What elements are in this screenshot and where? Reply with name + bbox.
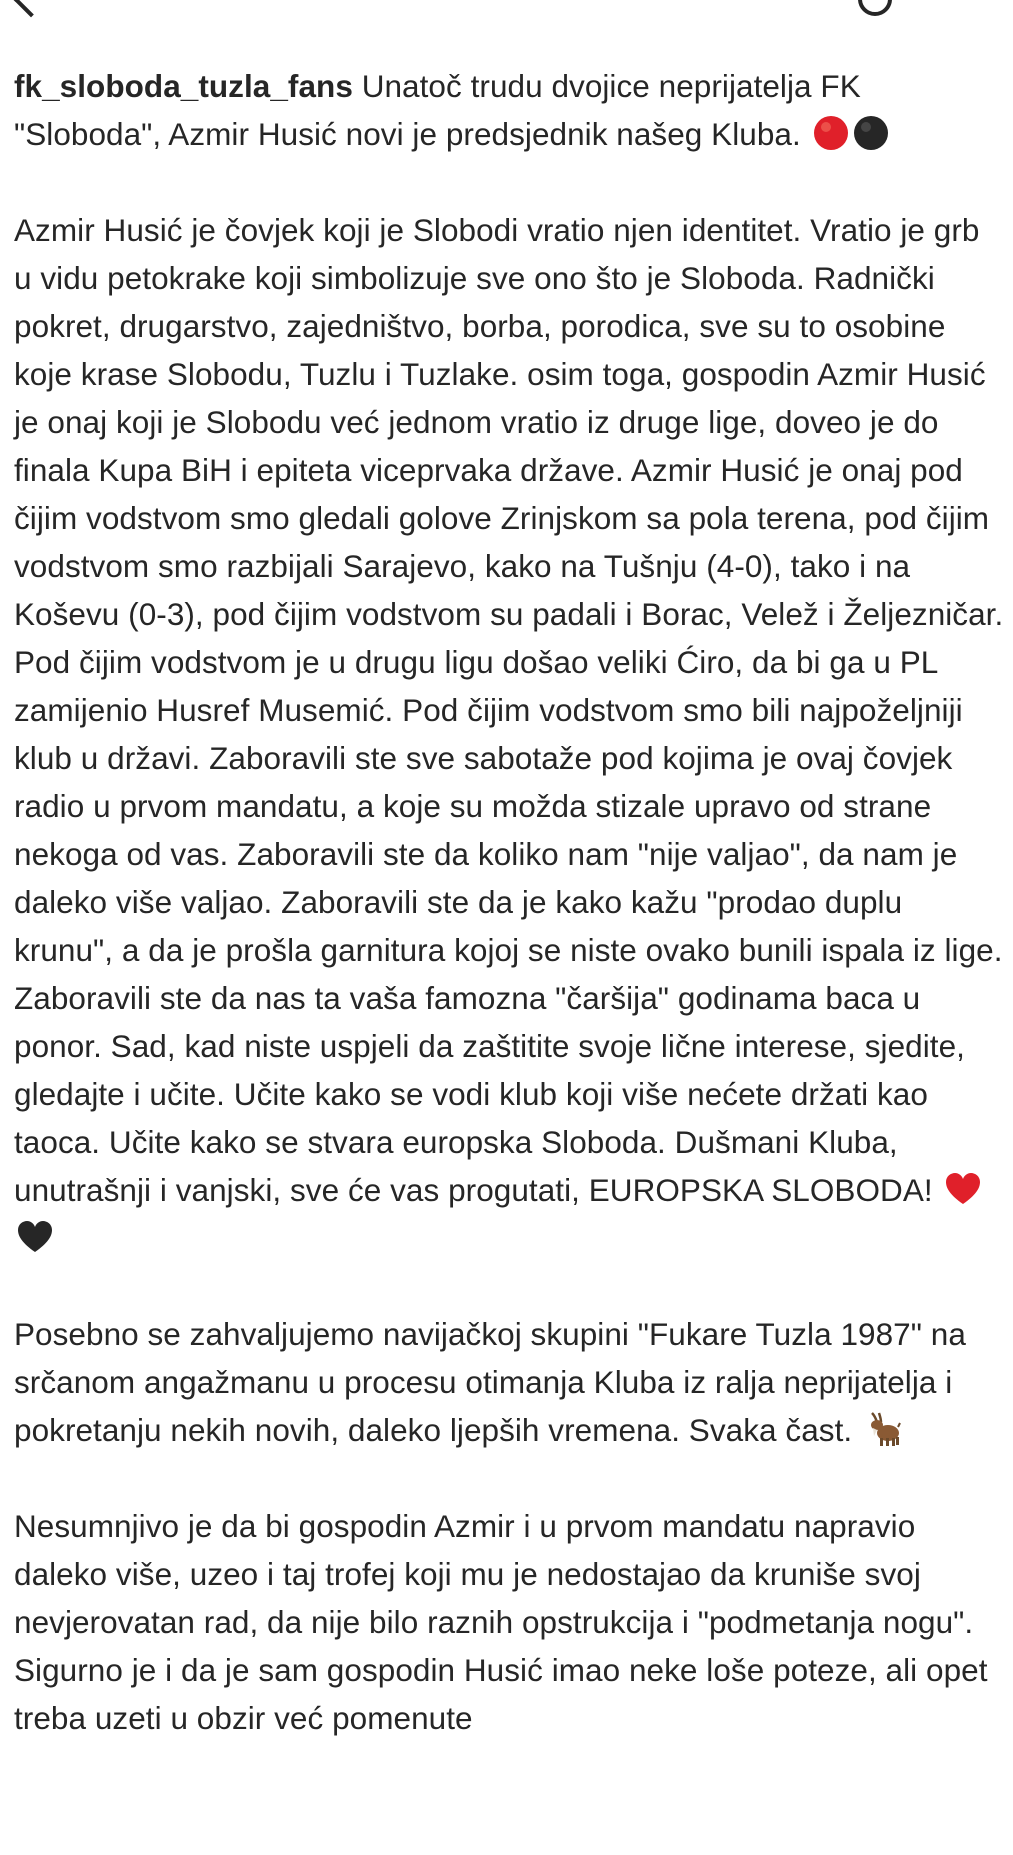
- options-icon[interactable]: [858, 0, 892, 16]
- caption-paragraph-3: [14, 1310, 1004, 1454]
- caption-intro: [14, 62, 1004, 158]
- goat-icon: [863, 1410, 901, 1448]
- username-link[interactable]: fk_sloboda_tuzla_fans: [14, 68, 353, 104]
- paragraph-3-text: Posebno se zahvaljujemo navijačkoj skupini "Fukare Tuzla 1987" na srčanom angažmanu u procesu otimanja Kluba iz ralja neprijatelja i pokretanju nekih novih, daleko ljepših vremena. Svaka čast.: [14, 1316, 966, 1448]
- back-arrow-icon[interactable]: [13, 0, 50, 17]
- post-caption: [14, 62, 1004, 1790]
- red-circle-icon: [812, 114, 850, 152]
- caption-paragraph-2: [14, 206, 1004, 1262]
- red-heart-icon: [944, 1170, 982, 1208]
- black-circle-icon: [852, 114, 890, 152]
- top-bar-cut: [0, 0, 1013, 10]
- paragraph-2-text: Azmir Husić je čovjek koji je Slobodi vratio njen identitet. Vratio je grb u vidu petokrake koji simbolizuje sve ono što je Sloboda. Radnički pokret, drugarstvo, zajedništvo, borba, porodica, sve su to osobine koje krase Slobodu, Tuzlu i Tuzlake. osim toga, gospodin Azmir Husić je onaj koji je Slobodu već jednom vratio iz druge lige, doveo je do finala Kupa BiH i epiteta viceprvaka države. Azmir Husić je onaj pod čijim vodstvom smo gledali golove Zrinjskom sa pola terena, pod čijim vodstvom smo razbijali Sarajevo, kako na Tušnju (4-0), tako i na Koševu (0-3), pod čijim vodstvom su padali i Borac, Velež i Željezničar. Pod čijim vodstvom je u drugu ligu došao veliki Ćiro, da bi ga u PL zamijenio Husref Musemić. Pod čijim vodstvom smo bili najpoželjniji klub u državi. Zaboravili ste sve sabotaže pod kojima je ovaj čovjek radio u prvom mandatu, a koje su možda stizale upravo od strane nekoga od vas. Zaboravili ste da koliko nam "nije valjao", da nam je daleko više valjao. Zaboravili ste da je kako kažu "prodao duplu krunu", a da je prošla garnitura kojoj se niste ovako bunili ispala iz lige. Zaboravili ste da nas ta vaša famozna "čaršija" godinama baca u ponor. Sad, kad niste uspjeli da zaštitite svoje lične interese, sjedite, gledajte i učite. Učite kako se vodi klub koji više nećete držati kao taoca. Učite kako se stvara europska Sloboda. Dušmani Kluba, unutrašnji i vanjski, sve će vas progutati, EUROPSKA SLOBODA!: [14, 212, 1004, 1208]
- black-heart-icon: [16, 1218, 54, 1256]
- intro-text: Unatoč trudu dvojice neprijatelja FK "Sloboda", Azmir Husić novi je predsjednik našeg Kluba.: [14, 68, 861, 152]
- paragraph-4-text: Nesumnjivo je da bi gospodin Azmir i u prvom mandatu napravio daleko više, uzeo i taj trofej koji mu je nedostajao da kruniše svoj nevjerovatan rad, da nije bilo raznih opstrukcija i "podmetanja nogu". Sigurno je i da je sam gospodin Husić imao neke loše poteze, ali opet treba uzeti u obzir već pomenute: [14, 1508, 988, 1736]
- caption-paragraph-4: [14, 1502, 1004, 1742]
